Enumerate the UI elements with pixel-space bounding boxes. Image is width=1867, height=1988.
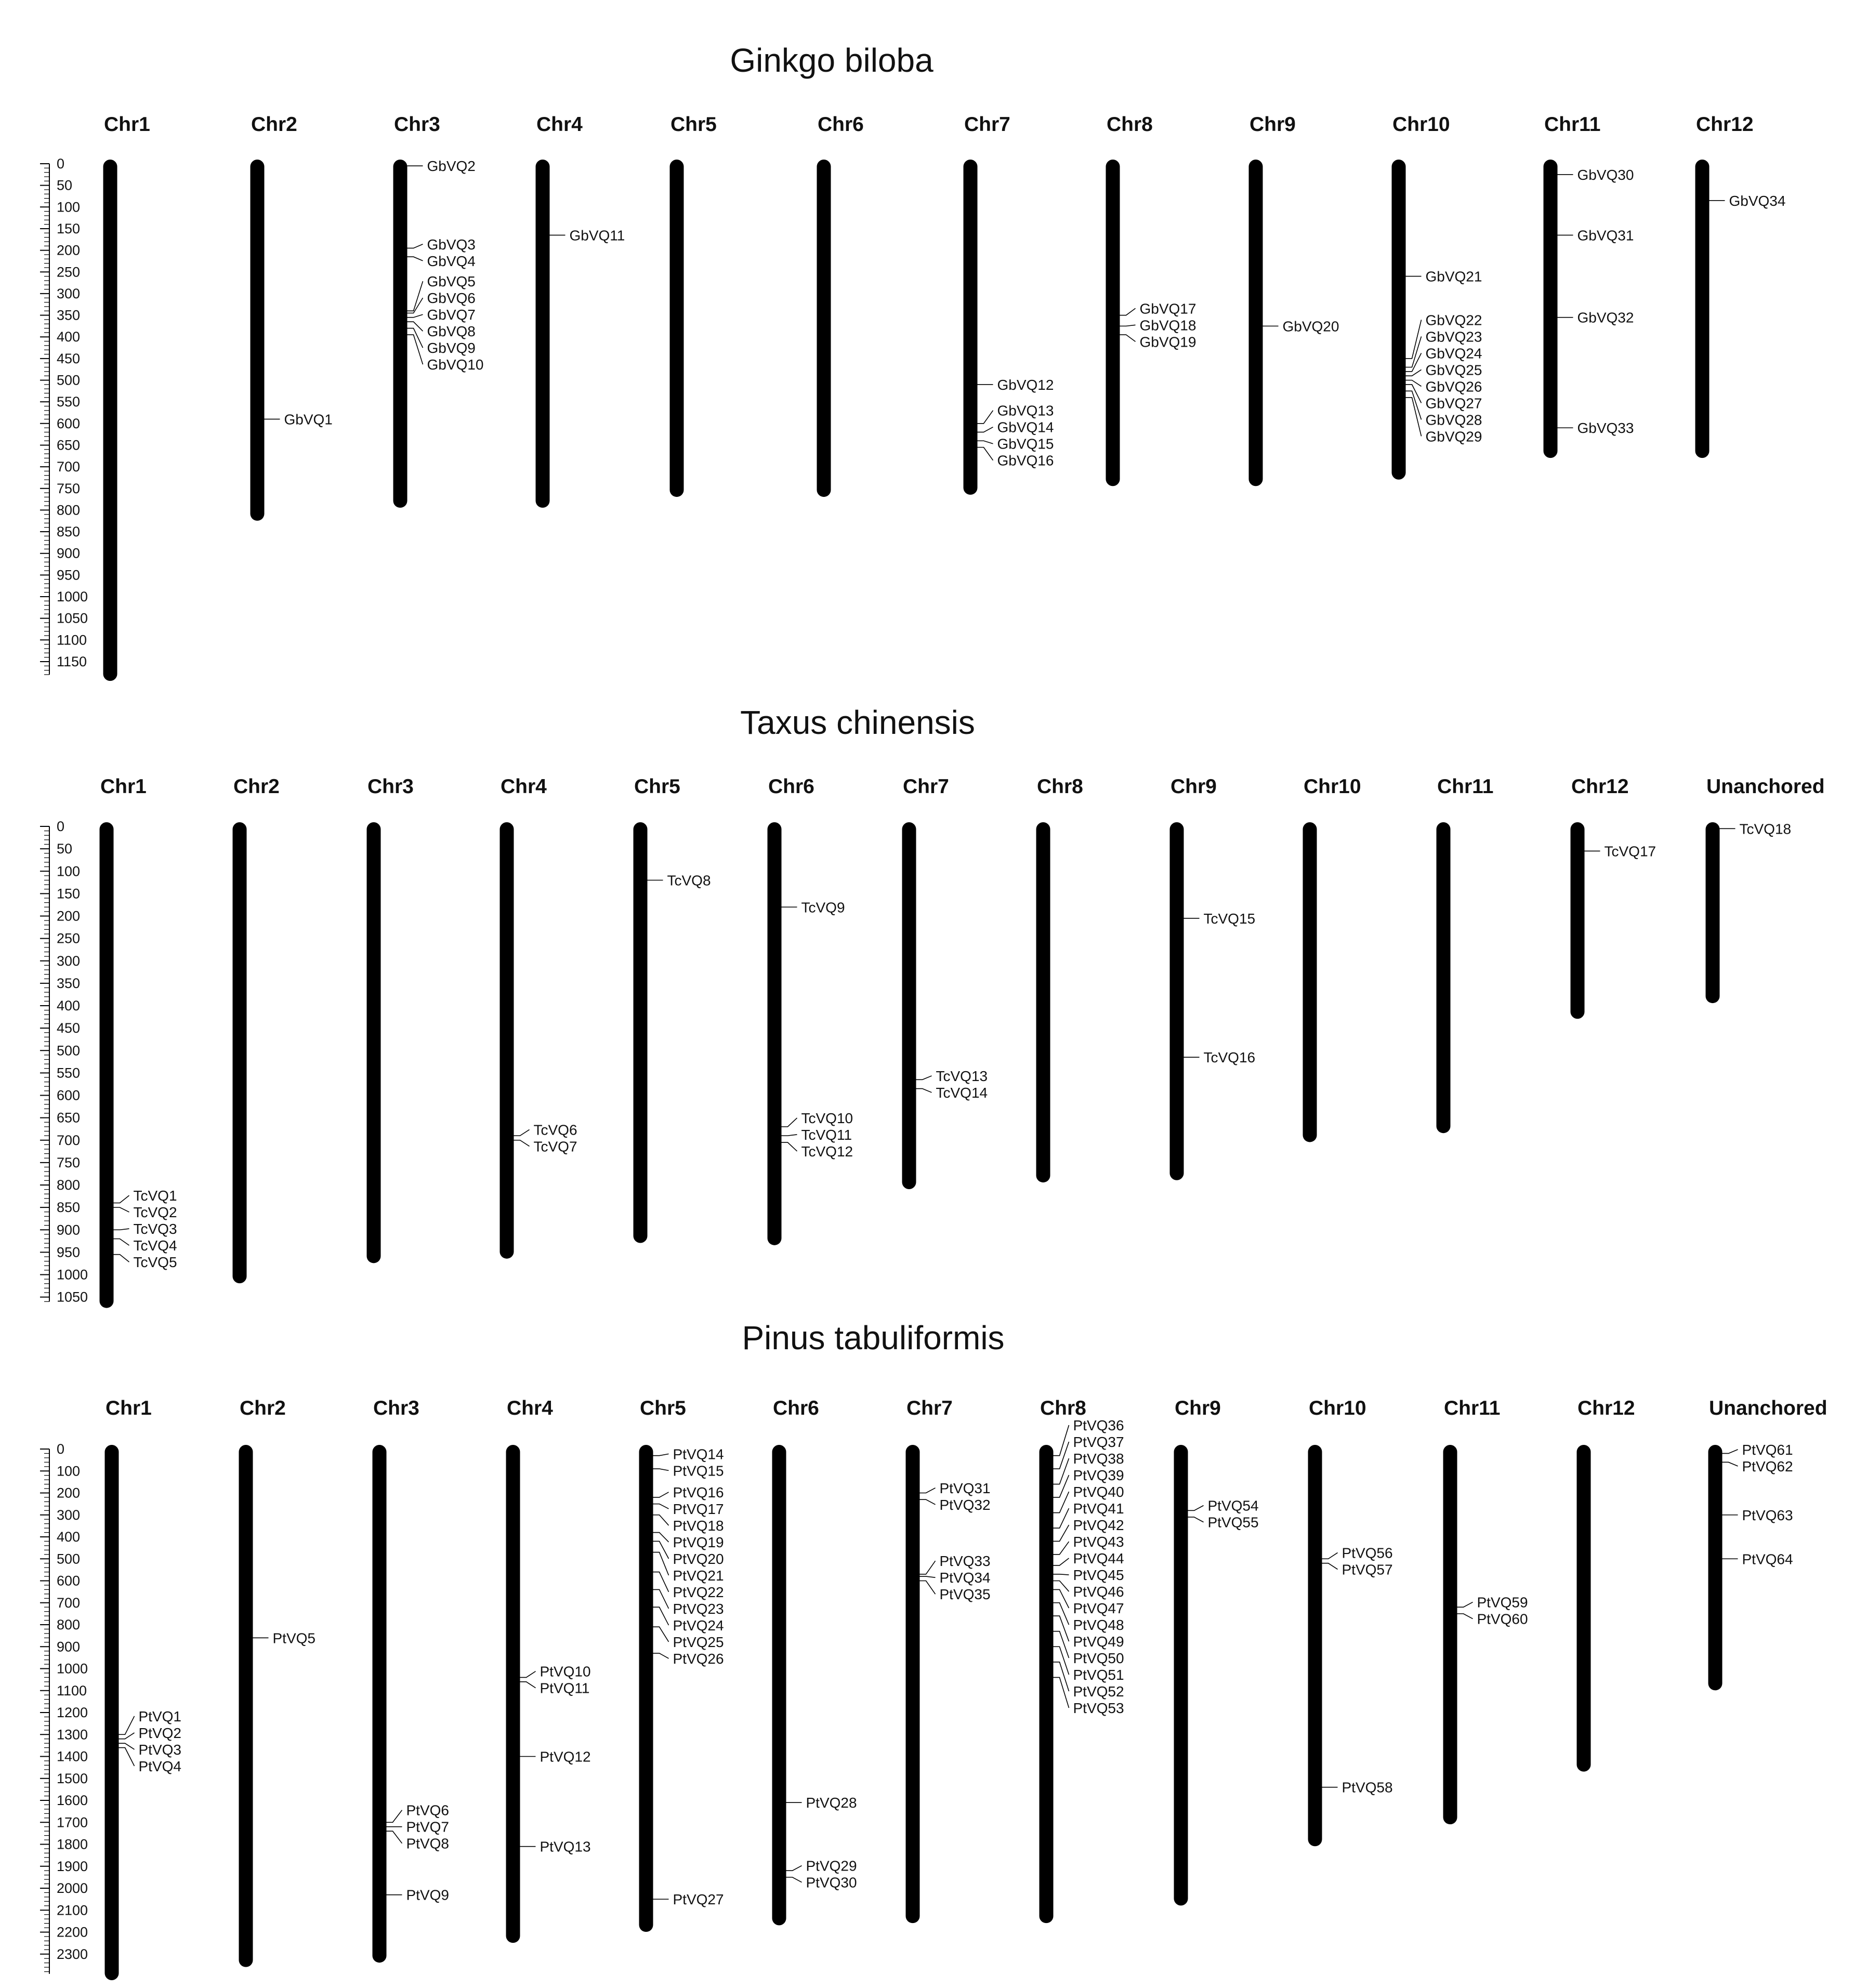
gene-label: PtVQ13 bbox=[540, 1838, 591, 1855]
gene-label: TcVQ4 bbox=[133, 1237, 177, 1254]
ruler-tick-label: 850 bbox=[57, 524, 81, 540]
chromosome-label: Chr4 bbox=[536, 113, 583, 136]
gene-label: PtVQ7 bbox=[406, 1819, 449, 1835]
chromosome-label: Chr3 bbox=[367, 775, 414, 798]
gene-label: PtVQ9 bbox=[406, 1887, 449, 1903]
gene-label: PtVQ50 bbox=[1073, 1650, 1124, 1667]
gene-label: GbVQ3 bbox=[427, 236, 476, 253]
gene-label: TcVQ2 bbox=[133, 1204, 177, 1221]
chromosome-label: Chr12 bbox=[1571, 775, 1629, 798]
chromosome-bar bbox=[1392, 160, 1406, 480]
chromosome-bar bbox=[1303, 822, 1317, 1142]
ruler-tick-label: 1300 bbox=[57, 1727, 88, 1743]
gene-label: GbVQ5 bbox=[427, 273, 476, 290]
gene-label: PtVQ36 bbox=[1073, 1417, 1124, 1434]
chromosome-bar bbox=[817, 160, 831, 497]
chromosome-bar bbox=[964, 160, 978, 495]
gene-label: GbVQ17 bbox=[1139, 300, 1197, 317]
gene-label: GbVQ19 bbox=[1139, 334, 1197, 350]
ruler-tick-label: 1700 bbox=[57, 1814, 88, 1831]
gene-label: PtVQ53 bbox=[1073, 1700, 1124, 1717]
ruler-tick-label: 100 bbox=[57, 863, 81, 879]
chromosome-label: Chr3 bbox=[373, 1397, 419, 1419]
ruler-tick-label: 2100 bbox=[57, 1902, 88, 1918]
chromosome-bar bbox=[1443, 1445, 1457, 1824]
chromosome-bar bbox=[768, 822, 782, 1245]
chromosome-bar bbox=[1577, 1445, 1591, 1772]
ruler-tick-label: 400 bbox=[57, 998, 81, 1013]
gene-label: TcVQ6 bbox=[533, 1122, 577, 1138]
chromosome-bar bbox=[103, 160, 117, 681]
chromosome-bar bbox=[902, 822, 916, 1189]
gene-label: PtVQ2 bbox=[138, 1724, 181, 1741]
gene-label: GbVQ16 bbox=[997, 452, 1054, 469]
gene-label: PtVQ63 bbox=[1742, 1507, 1793, 1523]
gene-label: PtVQ14 bbox=[673, 1446, 724, 1463]
ruler-tick-label: 0 bbox=[57, 156, 65, 172]
ruler-tick-label: 1900 bbox=[57, 1858, 88, 1874]
gene-label: PtVQ15 bbox=[673, 1463, 724, 1479]
gene-label: TcVQ17 bbox=[1604, 843, 1656, 860]
ruler-tick-label: 800 bbox=[57, 502, 81, 518]
gene-label: GbVQ30 bbox=[1577, 166, 1634, 183]
chromosome-bar bbox=[1706, 822, 1720, 1003]
chromosome-label: Chr1 bbox=[106, 1397, 152, 1419]
chromosome-label: Chr3 bbox=[394, 113, 440, 136]
gene-label: GbVQ8 bbox=[427, 323, 476, 340]
chromosome-label: Chr4 bbox=[501, 775, 547, 798]
gene-label: GbVQ14 bbox=[997, 419, 1054, 436]
chromosome-label: Chr4 bbox=[507, 1397, 553, 1419]
chromosome-bar bbox=[1036, 822, 1050, 1182]
gene-label: GbVQ24 bbox=[1425, 345, 1482, 362]
ruler-tick-label: 2300 bbox=[57, 1946, 88, 1962]
ruler-tick-label: 300 bbox=[57, 953, 81, 969]
gene-label: PtVQ40 bbox=[1073, 1484, 1124, 1500]
gene-label: GbVQ7 bbox=[427, 307, 476, 323]
gene-label: TcVQ7 bbox=[533, 1138, 577, 1155]
gene-label: GbVQ33 bbox=[1577, 420, 1634, 437]
chromosome-bar bbox=[100, 822, 114, 1308]
gene-label: PtVQ64 bbox=[1742, 1551, 1793, 1568]
gene-label: GbVQ31 bbox=[1577, 227, 1634, 244]
gene-label: PtVQ24 bbox=[673, 1617, 724, 1634]
chromosome-bar bbox=[1249, 160, 1263, 486]
chromosome-label: Chr9 bbox=[1250, 113, 1296, 136]
panel-title: Ginkgo biloba bbox=[730, 42, 934, 79]
ruler-tick-label: 1600 bbox=[57, 1793, 88, 1808]
gene-label: PtVQ42 bbox=[1073, 1517, 1124, 1534]
gene-label: PtVQ5 bbox=[272, 1630, 315, 1647]
chromosome-label: Chr9 bbox=[1175, 1397, 1221, 1419]
gene-label: PtVQ44 bbox=[1073, 1550, 1124, 1567]
gene-label: GbVQ22 bbox=[1425, 312, 1482, 328]
chromosome-label: Chr9 bbox=[1171, 775, 1217, 798]
chromosome-bar bbox=[251, 160, 265, 521]
gene-label: GbVQ20 bbox=[1282, 318, 1339, 335]
ruler-tick-label: 500 bbox=[57, 1551, 81, 1567]
gene-label: GbVQ9 bbox=[427, 340, 476, 357]
chromosome-label: Chr12 bbox=[1696, 113, 1754, 136]
ruler-tick-label: 700 bbox=[57, 1595, 81, 1611]
gene-label: PtVQ60 bbox=[1477, 1611, 1528, 1627]
gene-label: PtVQ16 bbox=[673, 1484, 724, 1500]
gene-label: PtVQ48 bbox=[1073, 1617, 1124, 1634]
gene-label: PtVQ37 bbox=[1073, 1434, 1124, 1451]
gene-label: PtVQ12 bbox=[540, 1748, 591, 1765]
chromosome-label: Chr2 bbox=[233, 775, 280, 798]
gene-label: PtVQ19 bbox=[673, 1534, 724, 1550]
gene-label: GbVQ32 bbox=[1577, 309, 1634, 326]
chromosome-bar bbox=[1040, 1445, 1054, 1923]
ruler-tick-label: 1800 bbox=[57, 1836, 88, 1852]
ruler-tick-label: 800 bbox=[57, 1177, 81, 1193]
gene-label: TcVQ14 bbox=[936, 1084, 988, 1101]
ruler-tick-label: 500 bbox=[57, 1043, 81, 1059]
chromosome-label: Chr1 bbox=[100, 775, 147, 798]
gene-label: PtVQ10 bbox=[540, 1663, 591, 1680]
chromosome-bar bbox=[1544, 160, 1558, 458]
chromosome-label: Chr10 bbox=[1309, 1397, 1366, 1419]
chromosome-label: Chr10 bbox=[1392, 113, 1450, 136]
gene-label: PtVQ49 bbox=[1073, 1634, 1124, 1650]
ruler-tick-label: 650 bbox=[57, 437, 81, 453]
ruler-tick-label: 600 bbox=[57, 415, 81, 431]
chromosome-label: Chr8 bbox=[1107, 113, 1153, 136]
ruler-tick-label: 550 bbox=[57, 394, 81, 410]
gene-label: PtVQ58 bbox=[1342, 1779, 1393, 1796]
gene-label: PtVQ34 bbox=[939, 1570, 991, 1586]
chromosome-bar bbox=[367, 822, 381, 1263]
chromosome-label: Chr8 bbox=[1040, 1397, 1086, 1419]
ruler-tick-label: 50 bbox=[57, 177, 73, 193]
ruler-tick-label: 300 bbox=[57, 1507, 81, 1523]
gene-label: PtVQ54 bbox=[1207, 1497, 1259, 1514]
gene-label: PtVQ35 bbox=[939, 1586, 991, 1603]
ruler-tick-label: 50 bbox=[57, 841, 73, 857]
gene-label: GbVQ13 bbox=[997, 402, 1054, 419]
ruler-tick-label: 400 bbox=[57, 1529, 81, 1545]
gene-label: GbVQ21 bbox=[1425, 268, 1482, 285]
ruler-tick-label: 900 bbox=[57, 1222, 81, 1238]
chromosome-label: Chr1 bbox=[104, 113, 150, 136]
gene-label: TcVQ9 bbox=[801, 899, 845, 916]
ruler-tick-label: 850 bbox=[57, 1200, 81, 1216]
ruler-tick-label: 300 bbox=[57, 285, 81, 301]
gene-label: PtVQ41 bbox=[1073, 1500, 1124, 1517]
gene-label: PtVQ52 bbox=[1073, 1683, 1124, 1700]
gene-label: GbVQ29 bbox=[1425, 428, 1482, 445]
ruler-tick-label: 1100 bbox=[57, 632, 87, 648]
gene-label: PtVQ43 bbox=[1073, 1534, 1124, 1550]
gene-label: GbVQ4 bbox=[427, 253, 476, 269]
gene-label: PtVQ30 bbox=[806, 1874, 857, 1891]
gene-label: GbVQ34 bbox=[1729, 192, 1786, 209]
chromosome-bar bbox=[1106, 160, 1120, 486]
ruler-tick-label: 900 bbox=[57, 545, 81, 561]
gene-label: GbVQ2 bbox=[427, 158, 476, 175]
ruler-tick-label: 1150 bbox=[57, 653, 87, 669]
ruler-tick-label: 2000 bbox=[57, 1880, 88, 1896]
gene-label: PtVQ1 bbox=[138, 1708, 181, 1724]
ruler-tick-label: 350 bbox=[57, 307, 81, 323]
chromosome-bar bbox=[1170, 822, 1184, 1180]
ruler-tick-label: 650 bbox=[57, 1110, 81, 1126]
gene-label: GbVQ23 bbox=[1425, 328, 1482, 345]
gene-label: PtVQ46 bbox=[1073, 1584, 1124, 1600]
gene-label: PtVQ61 bbox=[1742, 1441, 1793, 1458]
chromosome-label: Chr6 bbox=[768, 775, 814, 798]
chromosome-bar bbox=[500, 822, 514, 1259]
chromosome-label: Chr10 bbox=[1304, 775, 1361, 798]
gene-label: PtVQ55 bbox=[1207, 1514, 1259, 1531]
gene-label: TcVQ16 bbox=[1203, 1049, 1256, 1066]
chromosome-bar bbox=[373, 1445, 387, 1963]
ruler-tick-label: 1000 bbox=[57, 1661, 88, 1677]
ruler-tick-label: 100 bbox=[57, 1463, 81, 1479]
gene-label: PtVQ32 bbox=[939, 1496, 991, 1513]
gene-label: GbVQ1 bbox=[284, 411, 333, 428]
chromosome-label: Chr7 bbox=[906, 1397, 953, 1419]
chromosome-bar bbox=[105, 1445, 119, 1980]
gene-label: PtVQ29 bbox=[806, 1858, 857, 1874]
gene-label: PtVQ23 bbox=[673, 1600, 724, 1617]
gene-label: TcVQ10 bbox=[801, 1110, 853, 1126]
chromosome-bar bbox=[1708, 1445, 1723, 1690]
ruler-tick-label: 250 bbox=[57, 264, 81, 280]
chromosome-bar bbox=[239, 1445, 253, 1967]
ruler-tick-label: 350 bbox=[57, 975, 81, 991]
ruler-tick-label: 200 bbox=[57, 1485, 81, 1501]
ruler-tick-label: 200 bbox=[57, 242, 81, 258]
gene-label: PtVQ25 bbox=[673, 1634, 724, 1650]
chromosome-bar bbox=[536, 160, 550, 508]
gene-label: PtVQ6 bbox=[406, 1802, 449, 1819]
ruler-tick-label: 200 bbox=[57, 908, 81, 924]
ruler-tick-label: 600 bbox=[57, 1087, 81, 1103]
ruler-tick-label: 700 bbox=[57, 459, 81, 475]
gene-label: GbVQ11 bbox=[569, 227, 625, 244]
gene-label: PtVQ17 bbox=[673, 1500, 724, 1517]
ruler-tick-label: 1200 bbox=[57, 1705, 88, 1720]
gene-label: PtVQ22 bbox=[673, 1584, 724, 1600]
ruler-tick-label: 450 bbox=[57, 350, 81, 366]
gene-label: PtVQ28 bbox=[806, 1795, 857, 1811]
chromosome-bar bbox=[670, 160, 684, 497]
gene-label: TcVQ5 bbox=[133, 1254, 177, 1271]
gene-label: PtVQ31 bbox=[939, 1480, 991, 1496]
chromosome-bar bbox=[1437, 822, 1451, 1133]
ruler-tick-label: 1400 bbox=[57, 1748, 88, 1765]
gene-label: PtVQ20 bbox=[673, 1550, 724, 1567]
ruler-tick-label: 700 bbox=[57, 1132, 81, 1148]
ruler-tick-label: 800 bbox=[57, 1617, 81, 1632]
gene-label: PtVQ45 bbox=[1073, 1567, 1124, 1584]
gene-label: GbVQ6 bbox=[427, 290, 476, 307]
gene-label: PtVQ39 bbox=[1073, 1467, 1124, 1484]
gene-label: TcVQ1 bbox=[133, 1188, 177, 1204]
ruler-tick-label: 400 bbox=[57, 329, 81, 345]
chromosome-label: Chr12 bbox=[1577, 1397, 1635, 1419]
gene-label: PtVQ18 bbox=[673, 1517, 724, 1534]
gene-label: PtVQ33 bbox=[939, 1553, 991, 1570]
gene-label: GbVQ26 bbox=[1425, 378, 1482, 395]
panel-title: Pinus tabuliformis bbox=[742, 1319, 1005, 1357]
ruler-tick-label: 950 bbox=[57, 1244, 81, 1260]
ruler-tick-label: 750 bbox=[57, 480, 81, 496]
gene-label: PtVQ47 bbox=[1073, 1600, 1124, 1617]
gene-label: PtVQ38 bbox=[1073, 1451, 1124, 1467]
gene-label: PtVQ57 bbox=[1342, 1561, 1393, 1578]
chromosome-bar bbox=[639, 1445, 653, 1932]
ruler-tick-label: 900 bbox=[57, 1639, 81, 1655]
ruler-tick-label: 500 bbox=[57, 372, 81, 388]
ruler-tick-label: 1050 bbox=[57, 610, 88, 626]
chromosome-label: Chr6 bbox=[773, 1397, 819, 1419]
gene-label: GbVQ15 bbox=[997, 436, 1054, 452]
ruler-tick-label: 150 bbox=[57, 886, 81, 902]
chromosome-bar bbox=[1308, 1445, 1322, 1846]
ruler-tick-label: 1000 bbox=[57, 1267, 88, 1283]
gene-label: PtVQ51 bbox=[1073, 1667, 1124, 1683]
ruler-tick-label: 1050 bbox=[57, 1289, 88, 1305]
chromosome-label: Unanchored bbox=[1709, 1397, 1827, 1419]
ruler-tick-label: 0 bbox=[57, 819, 65, 834]
chromosome-label: Chr5 bbox=[640, 1397, 686, 1419]
chromosome-bar bbox=[906, 1445, 920, 1923]
ruler-tick-label: 1500 bbox=[57, 1770, 88, 1786]
chromosome-label: Chr2 bbox=[240, 1397, 286, 1419]
gene-label: PtVQ27 bbox=[673, 1891, 724, 1908]
gene-label: GbVQ12 bbox=[997, 376, 1054, 393]
chromosome-label: Chr5 bbox=[670, 113, 717, 136]
gene-label: TcVQ18 bbox=[1739, 821, 1792, 837]
chromosome-label: Chr6 bbox=[818, 113, 864, 136]
ruler-tick-label: 750 bbox=[57, 1154, 81, 1170]
chromosome-bar bbox=[634, 822, 648, 1243]
chromosome-label: Chr7 bbox=[964, 113, 1010, 136]
chromosome-label: Chr7 bbox=[903, 775, 949, 798]
gene-label: PtVQ26 bbox=[673, 1650, 724, 1667]
ruler-tick-label: 550 bbox=[57, 1065, 81, 1081]
ruler-tick-label: 1000 bbox=[57, 589, 88, 604]
chromosome-bar bbox=[233, 822, 247, 1283]
chromosome-bar bbox=[772, 1445, 786, 1925]
chromosome-bar bbox=[1571, 822, 1585, 1019]
ruler-tick-label: 1100 bbox=[57, 1682, 87, 1699]
chromosome-label: Chr5 bbox=[634, 775, 680, 798]
chromosome-label: Chr11 bbox=[1444, 1397, 1501, 1419]
gene-label: PtVQ3 bbox=[138, 1741, 181, 1758]
gene-label: TcVQ8 bbox=[667, 872, 711, 889]
ruler-tick-label: 950 bbox=[57, 567, 81, 583]
ruler-tick-label: 0 bbox=[57, 1441, 65, 1457]
chromosome-label: Chr8 bbox=[1037, 775, 1083, 798]
ruler-tick-label: 100 bbox=[57, 199, 81, 215]
ruler-tick-label: 2200 bbox=[57, 1924, 88, 1940]
gene-label: PtVQ59 bbox=[1477, 1594, 1528, 1611]
gene-label: PtVQ11 bbox=[540, 1680, 590, 1696]
gene-label: GbVQ27 bbox=[1425, 395, 1482, 412]
chromosome-bar bbox=[1695, 160, 1710, 458]
gene-label: PtVQ4 bbox=[138, 1758, 181, 1774]
gene-label: TcVQ11 bbox=[801, 1126, 852, 1143]
chromosome-label: Chr11 bbox=[1544, 113, 1601, 136]
gene-label: TcVQ3 bbox=[133, 1221, 177, 1237]
ruler-tick-label: 150 bbox=[57, 220, 81, 236]
chromosome-label: Chr11 bbox=[1437, 775, 1494, 798]
chromosome-bar bbox=[1174, 1445, 1188, 1905]
gene-label: PtVQ8 bbox=[406, 1835, 449, 1852]
gene-label: GbVQ25 bbox=[1425, 362, 1482, 378]
chromosome-label: Chr2 bbox=[251, 113, 297, 136]
chromosome-bar bbox=[506, 1445, 520, 1943]
chromosome-label: Unanchored bbox=[1706, 775, 1825, 798]
gene-label: GbVQ28 bbox=[1425, 412, 1482, 428]
gene-label: PtVQ56 bbox=[1342, 1545, 1393, 1561]
gene-label: PtVQ21 bbox=[673, 1567, 724, 1584]
gene-label: TcVQ13 bbox=[936, 1068, 988, 1084]
ruler-tick-label: 250 bbox=[57, 930, 81, 946]
gene-label: PtVQ62 bbox=[1742, 1458, 1793, 1474]
gene-label: TcVQ12 bbox=[801, 1143, 853, 1160]
ruler-tick-label: 600 bbox=[57, 1573, 81, 1589]
chromosome-bar bbox=[393, 160, 407, 508]
ruler-tick-label: 450 bbox=[57, 1020, 81, 1036]
gene-label: GbVQ10 bbox=[427, 357, 484, 373]
gene-label: TcVQ15 bbox=[1203, 910, 1256, 927]
gene-label: GbVQ18 bbox=[1139, 317, 1197, 334]
panel-title: Taxus chinensis bbox=[740, 704, 975, 741]
